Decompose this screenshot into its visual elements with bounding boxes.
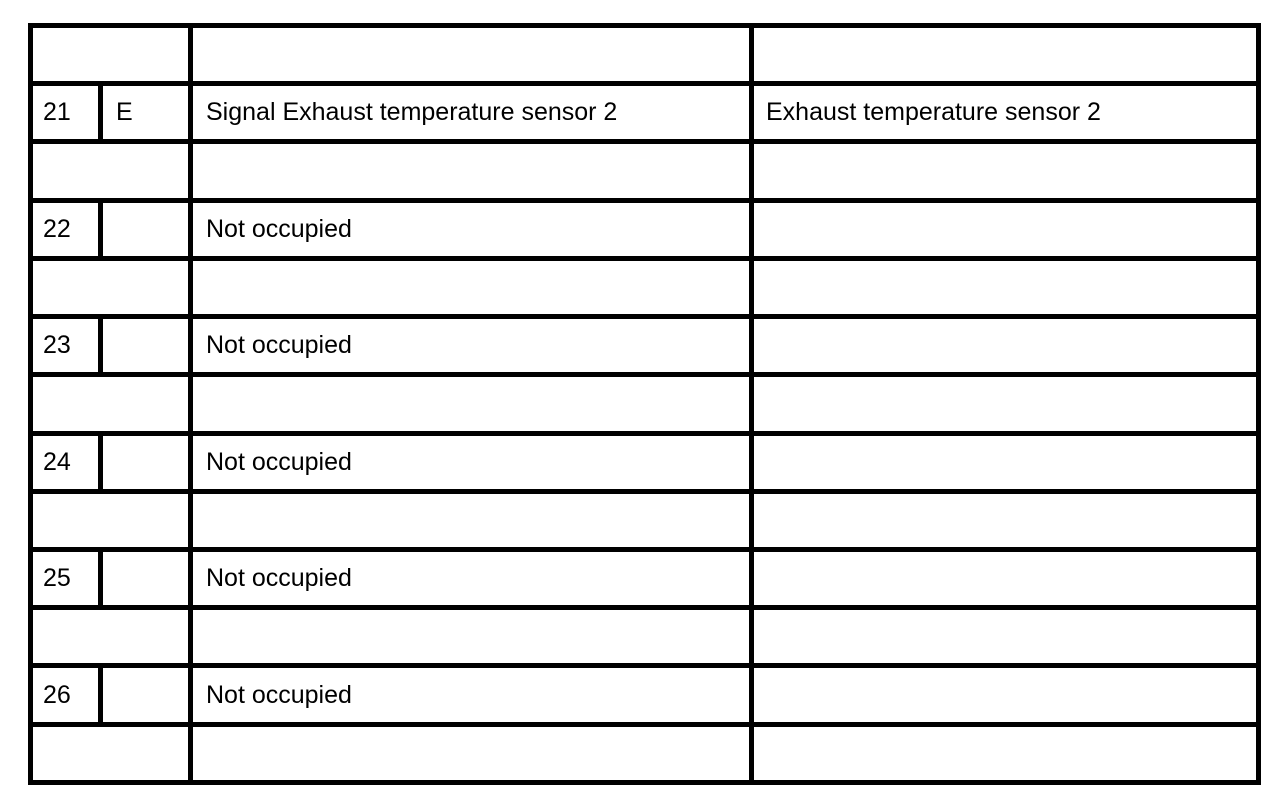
signal-description-cell: Signal Exhaust temperature sensor 2: [191, 84, 752, 142]
spacer-cell: [31, 491, 191, 549]
signal-description-cell: Not occupied: [191, 317, 752, 375]
spacer-cell: [752, 608, 1259, 666]
pin-row: [31, 549, 1259, 607]
component-cell: [752, 200, 1259, 258]
spacer-cell: [31, 26, 191, 84]
spacer-row: [31, 724, 1259, 782]
pin-assignment-table: [28, 23, 1261, 785]
spacer-cell: [191, 724, 752, 782]
pin-row: [31, 200, 1259, 258]
component-cell: [752, 549, 1259, 607]
signal-description-cell: Not occupied: [191, 200, 752, 258]
table-body: [31, 26, 1259, 783]
pin-number-cell: 26: [31, 666, 101, 724]
component-cell: [752, 433, 1259, 491]
pin-code-cell: [101, 549, 191, 607]
spacer-row: [31, 608, 1259, 666]
spacer-cell: [31, 724, 191, 782]
component-cell: [752, 317, 1259, 375]
pin-number-cell: 23: [31, 317, 101, 375]
spacer-row: [31, 26, 1259, 84]
pin-code-cell: [101, 666, 191, 724]
signal-description-cell: Not occupied: [191, 433, 752, 491]
spacer-cell: [191, 375, 752, 433]
pin-row: [31, 84, 1259, 142]
pin-number-cell: 21: [31, 84, 101, 142]
spacer-row: [31, 375, 1259, 433]
spacer-cell: [31, 375, 191, 433]
pin-code-cell: [101, 317, 191, 375]
signal-description-cell: Not occupied: [191, 666, 752, 724]
spacer-cell: [31, 608, 191, 666]
component-cell: [752, 666, 1259, 724]
pin-row: [31, 317, 1259, 375]
pin-code-cell: [101, 200, 191, 258]
spacer-cell: [191, 142, 752, 200]
pin-number-cell: 22: [31, 200, 101, 258]
spacer-cell: [31, 142, 191, 200]
spacer-cell: [752, 724, 1259, 782]
spacer-row: [31, 258, 1259, 316]
pin-code-cell: [101, 433, 191, 491]
spacer-cell: [191, 491, 752, 549]
component-cell: Exhaust temperature sensor 2: [752, 84, 1259, 142]
pin-row: [31, 666, 1259, 724]
pin-code-cell: E: [101, 84, 191, 142]
spacer-cell: [752, 258, 1259, 316]
spacer-cell: [31, 258, 191, 316]
spacer-cell: [752, 26, 1259, 84]
spacer-cell: [752, 375, 1259, 433]
pin-number-cell: 24: [31, 433, 101, 491]
spacer-cell: [191, 608, 752, 666]
pin-number-cell: 25: [31, 549, 101, 607]
spacer-cell: [191, 26, 752, 84]
spacer-cell: [752, 491, 1259, 549]
spacer-cell: [191, 258, 752, 316]
spacer-row: [31, 491, 1259, 549]
signal-description-cell: Not occupied: [191, 549, 752, 607]
spacer-row: [31, 142, 1259, 200]
pin-row: [31, 433, 1259, 491]
spacer-cell: [752, 142, 1259, 200]
